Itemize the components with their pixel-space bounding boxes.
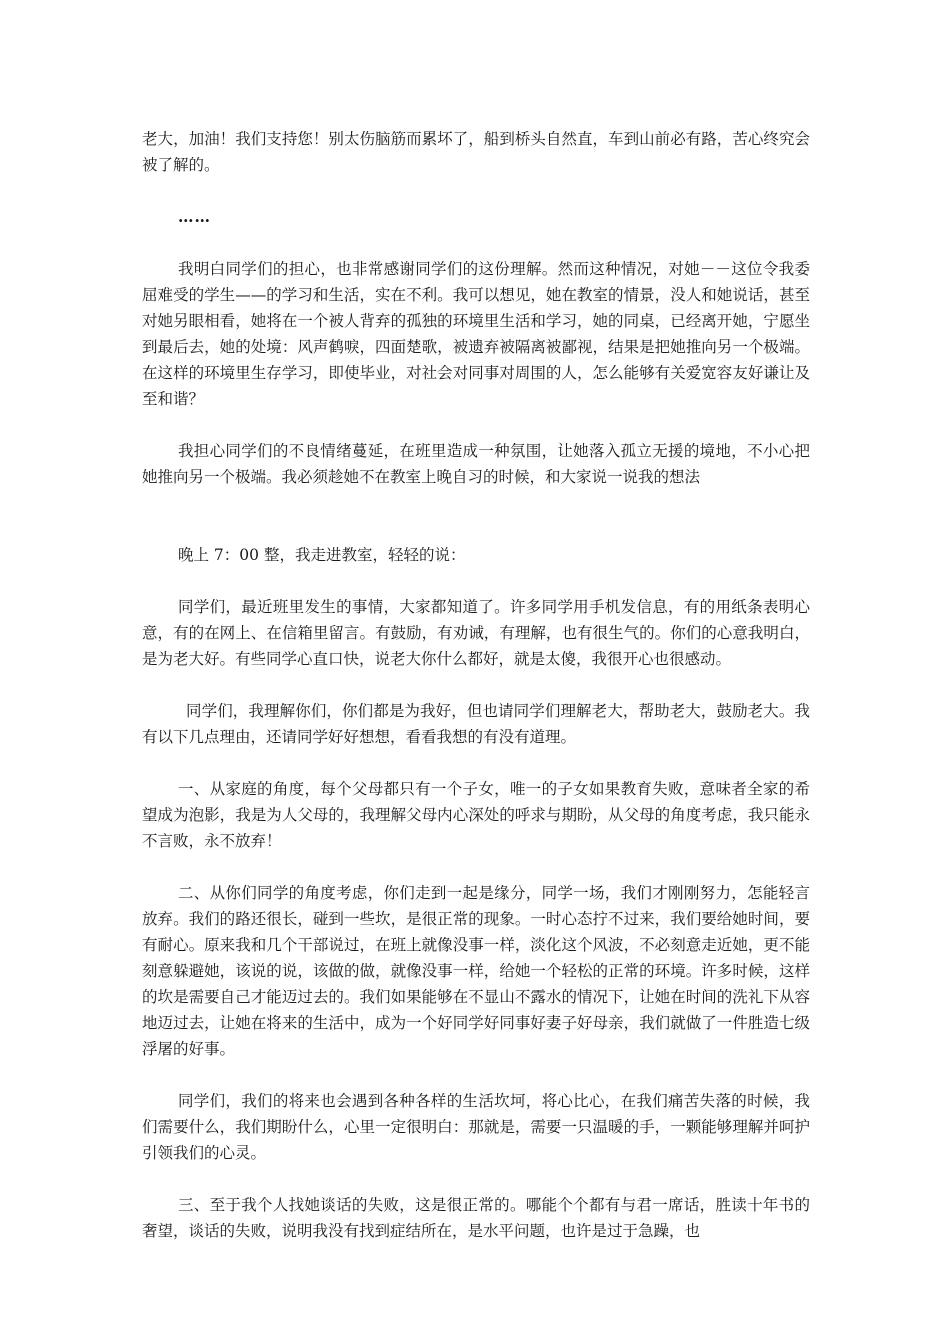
paragraph-future: 同学们，我们的将来也会遇到各种各样的生活坎坷，将心比心，在我们痛苦失落的时候，我们需要什么，我们期盼什么，心里一定很明白：那就是，需要一只温暖的手，一颗能够理解并呵护引领我们的心灵。 (142, 1092, 810, 1162)
paragraph-ellipsis: …… (178, 207, 211, 226)
paragraph-evening: 晚上 7：00 整，我走进教室，轻轻的说： (178, 546, 466, 564)
paragraph-point-three: 三、至于我个人找她谈话的失败，这是很正常的。哪能个个都有与君一席话，胜读十年书的奢望，谈话的失败，说明我没有找到症结所在，是水平问题，也许是过于急躁，也 (142, 1196, 810, 1240)
paragraph-understanding: 同学们，我理解你们，你们都是为我好，但也请同学们理解老大，帮助老大，鼓励老大。我有以下几点理由，还请同学好好想想，看看我想的有没有道理。 (142, 702, 810, 746)
paragraph-worry: 我担心同学们的不良情绪蔓延，在班里造成一种氛围，让她落入孤立无援的境地，不小心把她推向另一个极端。我必须趁她不在教室上晚自习的时候，和大家说一说我的想法 (142, 442, 810, 486)
paragraph-support-message: 老大，加油！我们支持您！别太伤脑筋而累坏了，船到桥头自然直，车到山前必有路，苦心终究会被了解的。 (142, 130, 810, 174)
paragraph-point-one: 一、从家庭的角度，每个父母都只有一个子女，唯一的子女如果教育失败，意味者全家的希望成为泡影，我是为人父母的，我理解父母内心深处的呼求与期盼，从父母的角度考虑，我只能永不言败，永不放弃！ (142, 780, 810, 850)
paragraph-point-two: 二、从你们同学的角度考虑，你们走到一起是缘分，同学一场，我们才刚刚努力，怎能轻言放弃。我们的路还很长，碰到一些坎，是很正常的现象。一时心态拧不过来，我们要给她时间，要有耐心。原来我和几个干部说过，在班上就像没事一样，淡化这个风波，不必刻意走近她，更不能刻意躲避她，该说的说，该做的做，就像没事一样，给她一个轻松的正常的环境。许多时候，这样的坎是需要自己才能迈过去的。我们如果能够在不显山不露水的情况下，让她在时间的洗礼下从容地迈过去，让她在将来的生活中，成为一个好同学好同事好妻子好母亲，我们就做了一件胜造七级浮屠的好事。 (142, 884, 810, 1058)
paragraph-concern: 我明白同学们的担心，也非常感谢同学们的这份理解。然而这种情况，对她－－这位令我委屈难受的学生——的学习和生活，实在不利。我可以想见，她在教室的情景，没人和她说话，甚至对她另眼相看，她将在一个被人背弃的孤独的环境里生活和学习，她的同桌，已经离开她，宁愿坐到最后去，她的处境：风声鹤唳，四面楚歌，被遗弃被隔离被鄙视，结果是把她推向另一个极端。在这样的环境里生存学习，即使毕业，对社会对同事对周围的人，怎么能够有关爱宽容友好谦让及至和谐？ (142, 260, 810, 408)
paragraph-classmates-intro: 同学们，最近班里发生的事情，大家都知道了。许多同学用手机发信息，有的用纸条表明心意，有的在网上、在信箱里留言。有鼓励，有劝诫，有理解，也有很生气的。你们的心意我明白，是为老大好。有些同学心直口快，说老大你什么都好，就是太傻，我很开心也很感动。 (142, 598, 810, 668)
document-body (142, 126, 810, 1270)
